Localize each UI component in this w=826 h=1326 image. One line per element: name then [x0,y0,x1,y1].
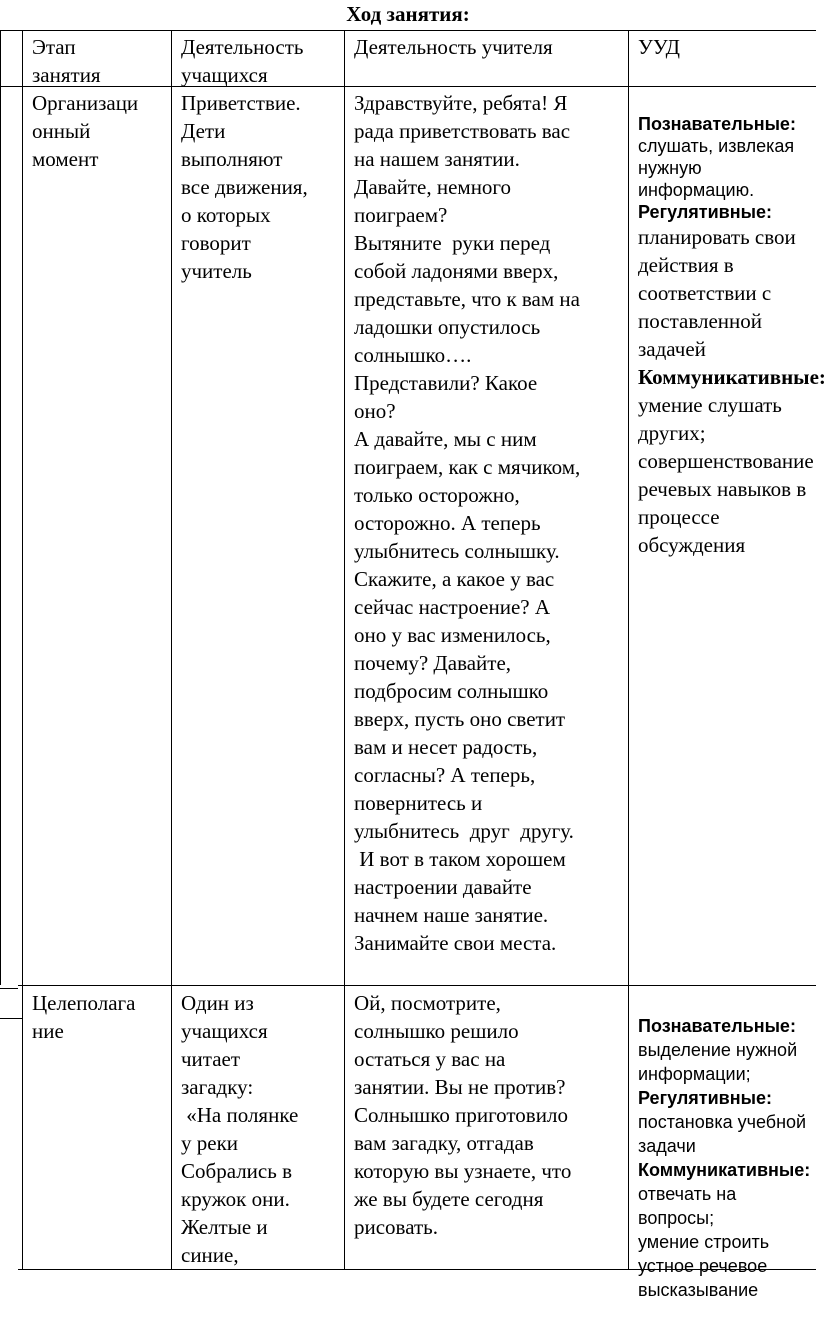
table-border-top [0,30,816,31]
table-border-row1 [18,985,816,986]
row1-students: Приветствие. Дети выполняют все движения, о которых говорит учитель [181,91,308,283]
table-col-left-edge [0,30,1,985]
row2-uud [638,990,816,1300]
row1-uud-communicative-heading: Коммуникативные: [638,365,826,389]
row1-uud [638,91,826,557]
table-col-2 [171,30,172,1270]
header-uud: УУД [638,35,680,59]
header-stage: Этап занятия [32,35,101,87]
row1-teacher: Здравствуйте, ребята! Я рада приветствовать вас на нашем занятии. Давайте, немного поиграем? Вытяните руки перед собой ладонями вверх, представьте, что к вам на ладошки опустилось солнышко…. Представили? Какое оно? А давайте, мы с ним поиграем, как с мячиком, только осторожно, осторожно. А теперь улыбнитесь солнышку. Скажите, а какое у вас сейчас настроение? А оно у вас изменилось, почему? Давайте, подбросим солнышко вверх, пусть оно светит вам и несет радость, согласны? А теперь, повернитесь и улыбнитесь друг другу. И вот в таком хорошем настроении давайте начнем наше занятие. Занимайте свои места. [354,91,581,955]
row2-uud-cognitive-heading: Познавательные: [638,1016,796,1036]
row2-uud-cognitive-text: выделение нужной информации; [638,1040,798,1084]
row2-uud-regulative-heading: Регулятивные: [638,1088,772,1108]
header-teacher: Деятельность учителя [354,35,553,59]
row2-stage: Целеполага ние [32,991,136,1043]
row1-uud-cognitive-text: слушать, извлекая нужную информацию. [638,136,795,200]
row1-uud-regulative-text: планировать свои действия в соответствии с поставленной задачей [638,225,796,361]
row1-uud-communicative-text: умение слушать других; совершенствование речевых навыков в процессе обсуждения [638,393,814,557]
row2-uud-communicative-heading: Коммуникативные: [638,1160,811,1180]
table-col-4 [628,30,629,1270]
row2-students: Один из учащихся читает загадку: «На полянке у реки Собрались в кружок они. Желтые и синие, [181,991,299,1267]
row1-uud-regulative-heading: Регулятивные: [638,202,772,222]
row2-teacher: Ой, посмотрите, солнышко решило остаться у вас на занятии. Вы не против? Солнышко приготовило вам загадку, отгадав которую вы узнаете, что же вы будете сегодня рисовать. [354,991,572,1239]
page-title: Ход занятия: [346,2,470,26]
header-students: Деятельность учащихся [181,35,304,87]
table-border-row1-left [0,988,18,989]
row1-stage: Организаци онный момент [32,91,139,171]
row1-uud-cognitive-heading: Познавательные: [638,114,796,134]
row2-uud-regulative-text: постановка учебной задачи [638,1112,807,1156]
row2-uud-communicative-text: отвечать на вопросы; умение строить устное речевое высказывание [638,1184,770,1300]
table-border-stub [0,1018,22,1019]
table-col-1 [22,30,23,1270]
table-col-3 [344,30,345,1270]
